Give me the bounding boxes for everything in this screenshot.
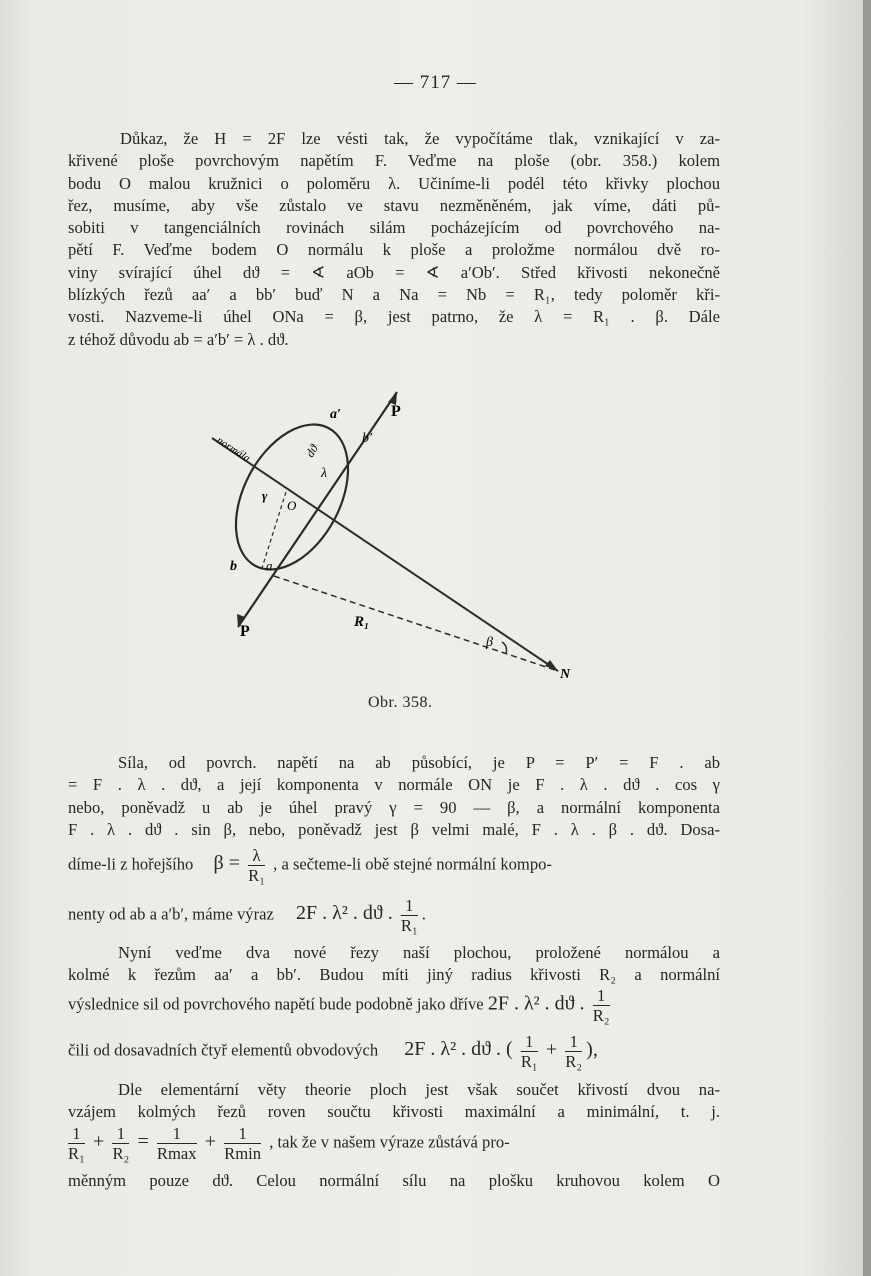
text-line: F . λ . dϑ . sin β, nebo, poněvadž jest β velmi malé, F . λ . β . dϑ. Dosa- (68, 819, 720, 839)
paragraph-theorem (68, 1079, 720, 1124)
substitution-line (68, 846, 720, 885)
paragraph-force (68, 752, 720, 841)
fraction-1-Rmin: $\frac{1}{Rmin}$ (224, 1124, 262, 1163)
expression: 2F . λ² . dϑ . (296, 902, 393, 925)
label-gamma: γ (262, 488, 268, 503)
text-line: bodu O malou kružnici o poloměru λ. Učiníme-li podél této křivky plochou (68, 173, 720, 193)
expression: 2F . λ² . dϑ . ( (404, 1038, 513, 1061)
label-normala: normála (214, 434, 253, 465)
label-N: N (560, 667, 571, 682)
page-edge (863, 0, 871, 1276)
fraction-1-R1: $\frac{1}{\text{R₁}}$ (400, 896, 418, 935)
text-line: kolmé k řezům aa′ a bb′. Budou míti jiný radius křivosti R₂ a normální (68, 965, 720, 985)
text-line: = F . λ . dϑ, a její komponenta v normále ON je F . λ . dϑ . cos γ (68, 775, 720, 795)
radius-line-ob (262, 492, 286, 568)
paragraph-last (68, 1170, 720, 1192)
label-lambda: λ (321, 466, 328, 481)
beta-eq: β = (213, 852, 240, 875)
text-segment: čili od dosavadních čtyř elementů obvodových (68, 1040, 379, 1060)
label-R1: R₁ (354, 614, 370, 630)
label-beta: β (486, 635, 493, 650)
text-line: měnným pouze dϑ. Celou normální sílu na plošku kruhovou kolem O (68, 1171, 720, 1190)
text-line: pětí F. Veďme bodem O normálu k ploše a proložme normálou dvě ro- (68, 240, 720, 260)
expression-line: čili od dosavadních čtyř elementů obvodových 2F . λ² . dϑ . ( $\frac{1}{\text{R₁}}$ + $\frac{1}{\text{R₂}}$ ), (68, 1032, 598, 1071)
paragraph-proof (68, 128, 720, 351)
radius-line-R1 (274, 576, 558, 671)
fraction-1-R2: $\frac{1}{\text{R₂}}$ (112, 1124, 130, 1163)
text-line: křivené ploše povrchovým napětím F. Veďme na ploše (obr. 358.) kolem (68, 151, 720, 171)
label-O: O (287, 498, 297, 513)
figure-caption: Obr. 358. (368, 694, 433, 711)
label-a: a (266, 558, 273, 573)
fraction-1-R1: $\frac{1}{\text{R₁}}$ (68, 1124, 85, 1163)
expression: 2F . λ² . dϑ . (487, 992, 585, 1015)
figure-358 (190, 380, 590, 690)
label-a-prime: a′ (330, 407, 341, 422)
label-P-bottom: P (240, 623, 250, 640)
expression-line: nenty od ab a a′b′, máme výraz 2F . λ² . dϑ . $\frac{1}{\text{R₁}}$ . (68, 896, 426, 935)
text-line: Dle elementární věty theorie ploch jest však součet křivostí dvou na- (118, 1080, 720, 1099)
text-line: nebo, poněvadž u ab je úhel pravý γ = 90 — β, a normální komponenta (68, 797, 720, 817)
fraction-1-Rmax: $\frac{1}{Rmax}$ (156, 1124, 197, 1163)
fraction-1-R2: $\frac{1}{\text{R₂}}$ (592, 986, 610, 1025)
label-b-prime: b′ (362, 431, 373, 446)
page-number: — 717 — (394, 72, 477, 93)
paragraph-new-sections (68, 942, 720, 987)
expression-line (68, 986, 720, 1025)
text-segment: , a sečteme-li obě stejné normální kompo- (273, 854, 552, 874)
text-line: Nyní veďme dva nové řezy naší plochou, proložené normálou a (118, 943, 720, 962)
text-line: Důkaz, že H = 2F lze vésti tak, že vypočítáme tlak, vznikající v za- (120, 129, 720, 148)
label-P-top: P (391, 403, 401, 420)
text-line: sobiti v tangenciálních rovinách silám pocházejícím od povrchového na- (68, 218, 720, 238)
text-line: vosti. Nazveme-li úhel ONa = β, jest patrno, že λ = R₁ . β. Dále (68, 307, 720, 327)
label-dtheta: dϑ (302, 442, 321, 460)
fraction-lambda-R1: $\frac{\lambda}{\text{R₁}}$ (248, 846, 265, 885)
text-line: vzájem kolmých řezů roven součtu křivosti maximální a minimální, t. j. (68, 1102, 720, 1122)
text-segment: nenty od ab a a′b′, máme výraz (68, 904, 274, 924)
text-line: Síla, od povrch. napětí na ab působící, je P = P′ = F . ab (118, 753, 720, 772)
text-line: řez, musíme, aby vše zůstalo ve stavu nezměněném, jak víme, dáti pů- (68, 195, 720, 215)
curvature-equation: $\frac{1}{\text{R₁}}$ + $\frac{1}{\text{R₂}}$ = $\frac{1}{Rmax}$ + $\frac{1}{Rmin}$ , tak že v našem výraze zůstává pro- (68, 1124, 510, 1163)
text-segment: , tak že v našem výraze zůstává pro- (269, 1132, 510, 1152)
text-segment: výslednice sil od povrchového napětí bude podobně jako dříve (68, 994, 484, 1014)
normal-line (212, 438, 558, 671)
fraction-1-R1: $\frac{1}{\text{R₁}}$ (520, 1032, 538, 1071)
label-b: b (230, 559, 237, 574)
text-line: viny svírající úhel dϑ = ∢ aOb = ∢ a′Ob′. Střed křivosti nekonečně (68, 262, 720, 282)
fraction-1-R2: $\frac{1}{\text{R₂}}$ (565, 1032, 583, 1071)
text-line: z téhož důvodu ab = a′b′ = λ . dϑ. (68, 329, 289, 349)
text-segment: díme-li z hořejšího (68, 854, 194, 874)
text-line: blízkých řezů aa′ a bb′ buď N a Na = Nb = R₁, tedy poloměr kři- (68, 285, 720, 305)
